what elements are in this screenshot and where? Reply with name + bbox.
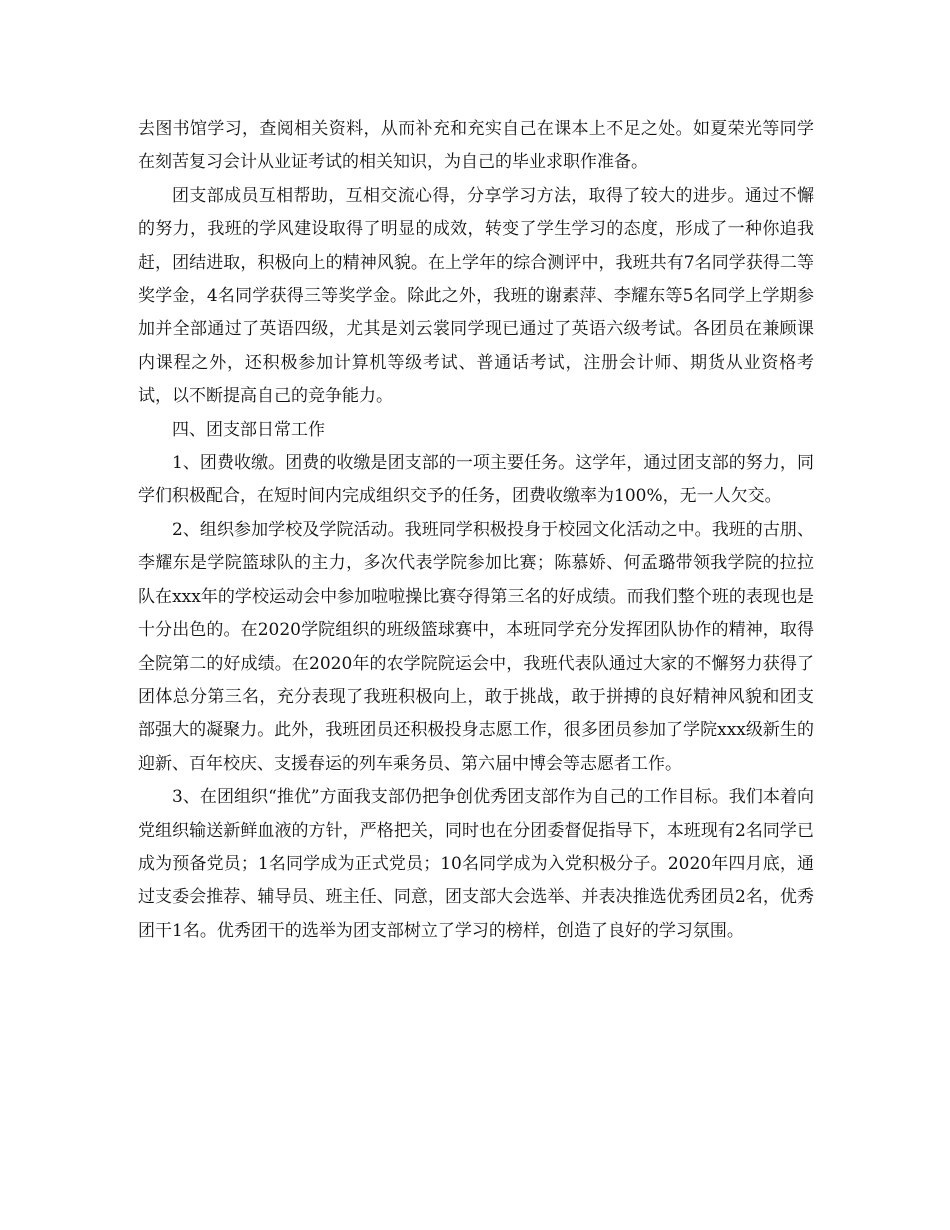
paragraph-school-activities: 2、组织参加学校及学院活动。我班同学积极投身于校园文化活动之中。我班的古朋、李耀东是学院篮球队的主力，多次代表学院参加比赛；陈慕娇、何孟璐带领我学院的拉拉队在xxx年的学校运动会中参加啦啦操比赛夺得第三名的好成绩。而我们整个班的表现也是十分出色的。在2020学院组织的班级篮球赛中，本班同学充分发挥团队协作的精神，取得全院第二的好成绩。在2020年的农学院院运会中，我班代表队通过大家的不懈努力获得了团体总分第三名，充分表现了我班积极向上，敢于挑战，敢于拼搏的良好精神风貌和团支部强大的凝聚力。此外，我班团员还积极投身志愿工作，很多团员参加了学院xxx级新生的迎新、百年校庆、支援春运的列车乘务员、第六届中博会等志愿者工作。 [138,519,814,774]
section-heading-daily-work: 四、团支部日常工作 [172,419,325,440]
paragraph-dues-collection: 1、团费收缴。团费的收缴是团支部的一项主要任务。这学年，通过团支部的努力，同学们积极配合，在短时间内完成组织交予的任务，团费收缴率为100%，无一人欠交。 [138,453,814,507]
paragraph-recommendation: 3、在团组织“推优”方面我支部仍把争创优秀团支部作为自己的工作目标。我们本着向党组织输送新鲜血液的方针，严格把关，同时也在分团委督促指导下，本班现有2名同学已成为预备党员；1名同学成为正式党员；10名同学成为入党积极分子。2020年四月底，通过支委会推荐、辅导员、班主任、同意，团支部大会选举、并表决推选优秀团员2名，优秀团干1名。优秀团干的选举为团支部树立了学习的榜样，创造了良好的学习氛围。 [138,787,814,941]
paragraph-mutual-help: 团支部成员互相帮助，互相交流心得，分享学习方法，取得了较大的进步。通过不懈的努力，我班的学风建设取得了明显的成效，转变了学生学习的态度，形成了一种你追我赶，团结进取，积极向上的精神风貌。在上学年的综合测评中，我班共有7名同学获得二等奖学金，4名同学获得三等奖学金。除此之外，我班的谢素萍、李耀东等5名同学上学期参加并全部通过了英语四级，尤其是刘云裳同学现已通过了英语六级考试。各团员在兼顾课内课程之外，还积极参加计算机等级考试、普通话考试，注册会计师、期货从业资格考试，以不断提高自己的竞争能力。 [138,185,814,407]
paragraph-continued-library: 去图书馆学习，查阅相关资料，从而补充和充实自己在课本上不足之处。如夏荣光等同学在刻苦复习会计从业证考试的相关知识，为自己的毕业求职作准备。 [138,119,814,173]
document-body [138,113,814,948]
